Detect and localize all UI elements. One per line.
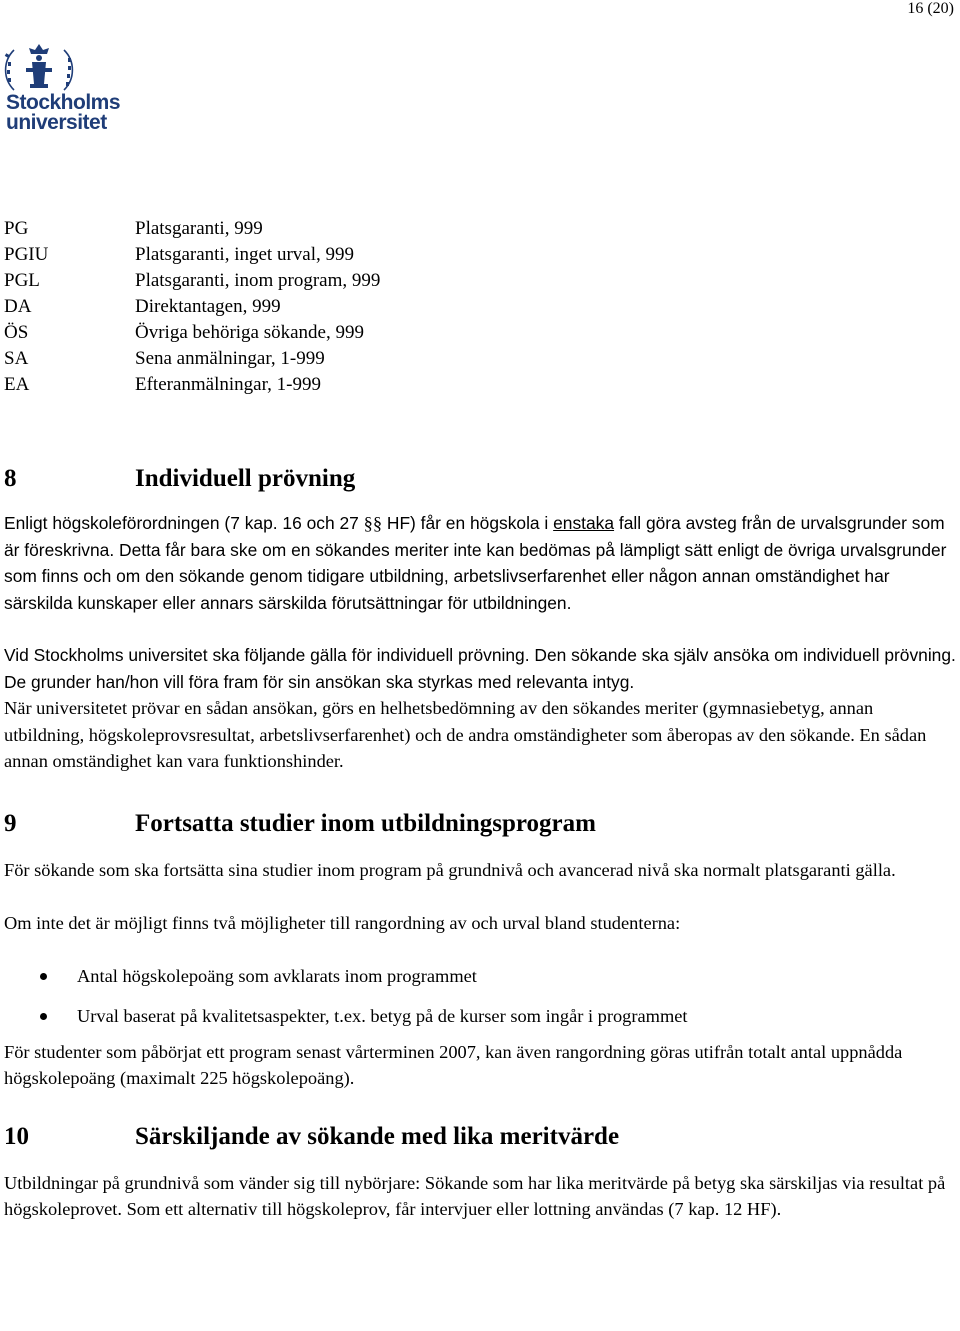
text-span: För sökande som ska fortsätta sina studier inom program på grundnivå och avancerad nivå ska normalt platsgaranti gälla.: [4, 859, 896, 880]
paragraph: [4, 642, 956, 695]
list-item: [4, 1003, 956, 1029]
text-span: Om inte det är möjligt finns två möjligheter till rangordning av och urval bland studenterna:: [4, 913, 681, 933]
abbreviation-row: [4, 268, 380, 294]
text-span: När universitetet prövar en sådan ansökan, görs en helhetsbedömning av den sökandes meriter (gymnasiebetyg, annan utbildning, högskoleprovsresultat, arbetslivserfarenhet) och de andra omständigheter som åberopas av den sökande. En sådan annan omständighet kan vara funktionshinder.: [4, 698, 927, 771]
section-title: Individuell prövning: [135, 465, 356, 492]
section-number: 10: [4, 1122, 29, 1150]
abbreviation-row: [4, 242, 380, 268]
paragraph: [4, 1039, 956, 1092]
section-number: 9: [4, 809, 17, 837]
list-item-text: Urval baserat på kvalitetsaspekter, t.ex. betyg på de kurser som ingår i programmet: [77, 1005, 688, 1026]
abbreviation-code: PGIU: [4, 244, 49, 265]
text-span: Enligt högskoleförordningen (7 kap. 16 och 27: [4, 513, 364, 533]
document-body: [4, 462, 956, 1223]
underlined-word: enstaka: [553, 513, 615, 533]
abbreviation-text: Direktantagen, 999: [135, 296, 281, 317]
abbreviation-row: [4, 294, 380, 320]
list-item: [4, 963, 956, 989]
abbreviation-text: Platsgaranti, inget urval, 999: [135, 244, 354, 265]
paragraph: [4, 510, 956, 616]
paragraph: [4, 857, 956, 884]
section-heading: [4, 1120, 956, 1154]
abbreviation-code: PG: [4, 218, 29, 239]
abbreviation-row: [4, 346, 380, 372]
bullet-icon: [40, 1013, 47, 1020]
abbreviation-text: Sena anmälningar, 1-999: [135, 348, 325, 369]
section-title: Fortsatta studier inom utbildningsprogram: [135, 809, 596, 837]
section-title: Särskiljande av sökande med lika meritvärde: [135, 1122, 620, 1150]
text-span: Detta får bara ske om en sökandes meriter inte kan bedömas på lämpligt sätt enligt de övriga urvalsgrunder som finns och om den sökande genom tidigare utbildning, arbetslivserfarenhet eller någon annan omständighet har särskilda kunskaper eller annars särskilda förutsättningar för utbildningen.: [4, 539, 947, 613]
text-span: För studenter som påbörjat ett program senast vårterminen 2007, kan även rangordning göras utifrån totalt antal uppnådda högskolepoäng (maximalt 225 högskolepoäng).: [4, 1041, 903, 1088]
section-sign: §§: [363, 513, 383, 533]
abbreviation-row: [4, 216, 380, 242]
abbreviation-code: ÖS: [4, 322, 29, 343]
section-heading: [4, 807, 956, 841]
logo-wordmark-line1: Stockholms: [6, 91, 121, 114]
university-logo: [4, 38, 128, 140]
text-span: fall göra avsteg från de urvalsgrunder som är föreskrivna.: [4, 513, 945, 560]
abbreviation-text: Övriga behöriga sökande, 999: [135, 322, 364, 343]
abbreviation-text: Platsgaranti, 999: [135, 218, 263, 239]
section-number: 8: [4, 465, 17, 492]
paragraph: [4, 1170, 956, 1223]
list-item-text: Antal högskolepoäng som avklarats inom programmet: [77, 965, 477, 986]
abbreviation-row: [4, 372, 380, 398]
abbreviation-text: Efteranmälningar, 1-999: [135, 374, 322, 395]
bullet-list: [4, 963, 956, 1029]
bullet-icon: [40, 973, 47, 980]
logo-wordmark-line2: universitet: [6, 111, 107, 134]
abbreviation-code: DA: [4, 296, 32, 317]
paragraph: [4, 695, 956, 775]
abbreviation-text: Platsgaranti, inom program, 999: [135, 270, 381, 291]
section-heading: [4, 462, 956, 496]
page-number: 16 (20): [907, 0, 954, 17]
paragraph: [4, 910, 956, 937]
text-span: HF) får en högskola i: [382, 513, 554, 533]
abbreviation-code: EA: [4, 374, 30, 395]
abbreviation-code: SA: [4, 348, 29, 369]
abbreviation-row: [4, 320, 380, 346]
text-span: Utbildningar på grundnivå som vänder sig till nybörjare: Sökande som har lika meritvärde på betyg ska särskiljas via resultat på högskoleprovet. Som ett alternativ till högskoleprov, får intervjuer eller lottning användas (7 kap. 12 HF).: [4, 1172, 946, 1219]
abbreviation-list: [4, 216, 380, 398]
text-span: Vid Stockholms universitet ska följande gälla för individuell prövning. Den sökande ska själv ansöka om individuell prövning. De grunder han/hon vill föra fram för sin ansökan ska styrkas med relevanta intyg.: [4, 645, 956, 692]
abbreviation-code: PGL: [4, 270, 40, 291]
